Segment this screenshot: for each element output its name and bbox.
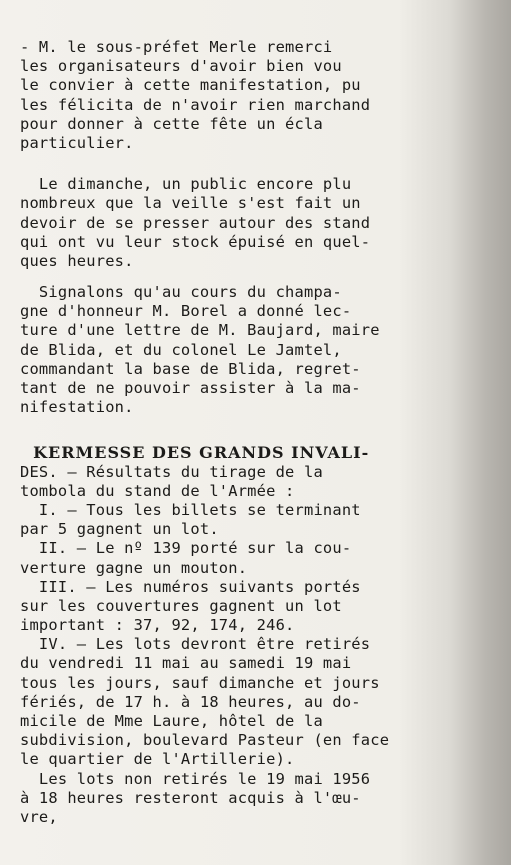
- text-line: sur les couvertures gagnent un lot: [20, 596, 342, 615]
- text-line: gne d'honneur M. Borel a donné lec-: [20, 302, 352, 321]
- paragraph-spacer: [20, 417, 460, 443]
- text-line: à 18 heures resteront acquis à l'œu-: [20, 788, 361, 807]
- text-line: les félicita de n'avoir rien marchand: [20, 95, 371, 114]
- text-line: nombreux que la veille s'est fait un: [20, 194, 361, 213]
- text-line: du vendredi 11 mai au samedi 19 mai: [20, 654, 352, 673]
- text-line: ques heures.: [20, 251, 134, 270]
- text-line: verture gagne un mouton.: [20, 558, 248, 577]
- text-line: DES. — Résultats du tirage de la: [20, 462, 323, 481]
- paragraph-spacer: [20, 153, 460, 175]
- text-line: - M. le sous-préfet Merle remerci: [20, 38, 333, 56]
- text-line: III. — Les numéros suivants portés: [20, 577, 361, 596]
- text-line: important : 37, 92, 174, 246.: [20, 616, 295, 635]
- text-line: les organisateurs d'avoir bien vou: [20, 57, 342, 76]
- text-line: Les lots non retirés le 19 mai 1956: [20, 769, 371, 788]
- paragraph-dimanche: [20, 175, 460, 271]
- text-line: le convier à cette manifestation, pu: [20, 76, 361, 95]
- text-line: micile de Mme Laure, hôtel de la: [20, 712, 323, 730]
- text-line: pour donner à cette fête un écla: [20, 114, 323, 133]
- text-line: particulier.: [20, 133, 134, 152]
- text-line: fériés, de 17 h. à 18 heures, au do-: [20, 692, 361, 711]
- paragraph-kermesse: [20, 443, 460, 827]
- article-column: [20, 38, 460, 827]
- text-line: IV. — Les lots devront être retirés: [20, 635, 371, 654]
- text-line: nifestation.: [20, 398, 134, 417]
- paragraph-spacer: [20, 271, 460, 283]
- text-line: vre,: [20, 807, 58, 826]
- text-line: devoir de se presser autour des stand: [20, 213, 371, 232]
- text-line: II. — Le nº 139 porté sur la cou-: [20, 539, 352, 558]
- paragraph-champagne: [20, 283, 460, 417]
- text-line: tant de ne pouvoir assister à la ma-: [20, 379, 361, 397]
- text-line: qui ont vu leur stock épuisé en quel-: [20, 232, 371, 251]
- text-line: ture d'une lettre de M. Baujard, maire: [20, 321, 380, 340]
- text-line: le quartier de l'Artillerie).: [20, 750, 295, 769]
- text-line: commandant la base de Blida, regret-: [20, 359, 361, 378]
- text-line: tous les jours, sauf dimanche et jours: [20, 673, 380, 692]
- text-line: subdivision, boulevard Pasteur (en face: [20, 731, 390, 750]
- kermesse-heading-line: KERMESSE DES GRANDS INVALI-: [20, 443, 370, 463]
- paragraph-sous-prefet: [20, 38, 460, 153]
- text-line: de Blida, et du colonel Le Jamtel,: [20, 340, 342, 359]
- text-line: I. — Tous les billets se terminant: [20, 500, 361, 519]
- text-line: Signalons qu'au cours du champa-: [20, 283, 342, 302]
- text-line: tombola du stand de l'Armée :: [20, 481, 295, 500]
- text-line: par 5 gagnent un lot.: [20, 520, 219, 539]
- text-line: Le dimanche, un public encore plu: [20, 175, 352, 194]
